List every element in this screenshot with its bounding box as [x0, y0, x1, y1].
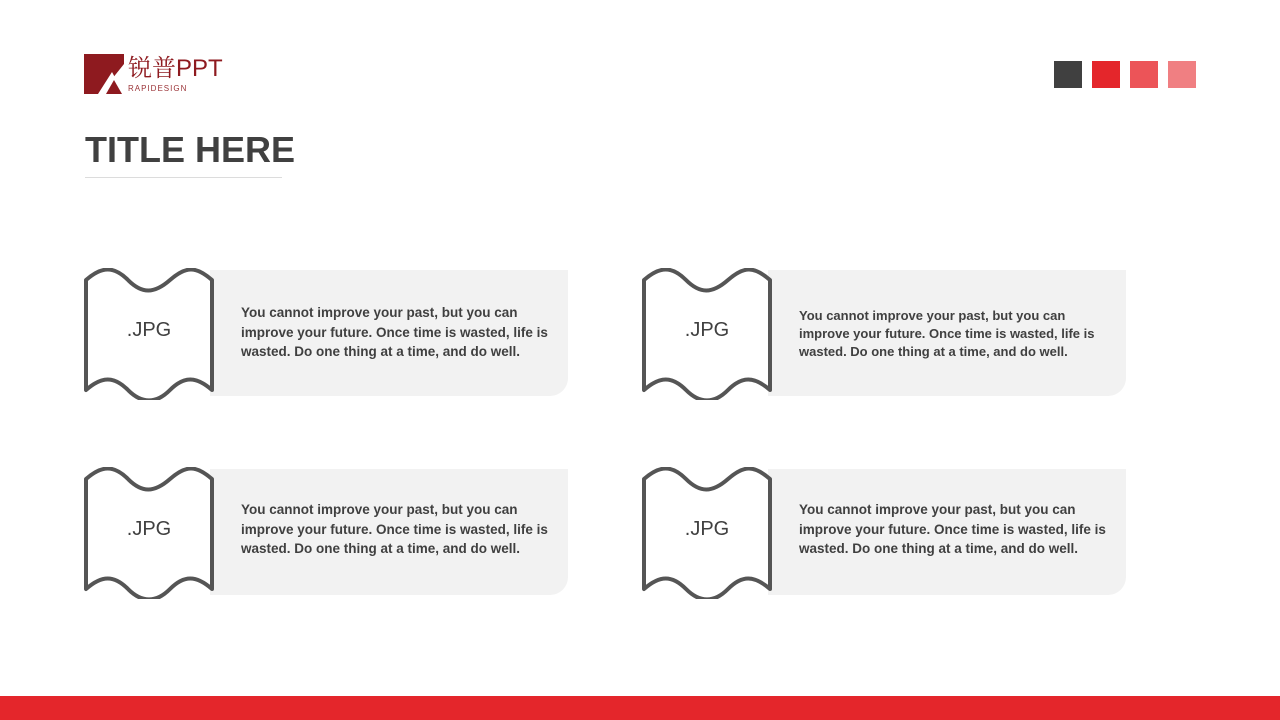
card-description: You cannot improve your past, but you can improve your future. Once time is wasted, life is wasted. Do one thing at a time, and do well. — [799, 308, 1095, 359]
info-card-2 — [642, 268, 1128, 400]
page-title: TITLE HERE — [85, 129, 296, 170]
title-underline — [85, 177, 282, 178]
swatch-light-red — [1130, 61, 1158, 88]
swatch-dark — [1054, 61, 1082, 88]
swatch-red — [1092, 61, 1120, 88]
card-description: You cannot improve your past, but you can improve your future. Once time is wasted, life is wasted. Do one thing at a time, and do well. — [799, 502, 1106, 556]
logo-wordmark: 锐普PPT — [128, 55, 223, 82]
footer-accent-bar — [0, 696, 1280, 720]
color-swatches — [1054, 61, 1196, 88]
swatch-pink — [1168, 61, 1196, 88]
logo-tagline: RAPIDESIGN — [128, 84, 188, 93]
image-placeholder-label: .JPG — [126, 518, 172, 540]
image-placeholder-label: .JPG — [126, 319, 172, 341]
image-placeholder-label: .JPG — [684, 518, 730, 540]
info-card-1 — [84, 268, 570, 400]
info-card-4 — [642, 467, 1128, 599]
card-description: You cannot improve your past, but you can improve your future. Once time is wasted, life is wasted. Do one thing at a time, and do well. — [241, 305, 548, 359]
brand-logo — [84, 54, 234, 96]
image-placeholder-label: .JPG — [684, 319, 730, 341]
card-description: You cannot improve your past, but you can improve your future. Once time is wasted, life is wasted. Do one thing at a time, and do well. — [241, 502, 548, 556]
info-card-3 — [84, 467, 570, 599]
logo-mark-icon — [84, 54, 124, 94]
